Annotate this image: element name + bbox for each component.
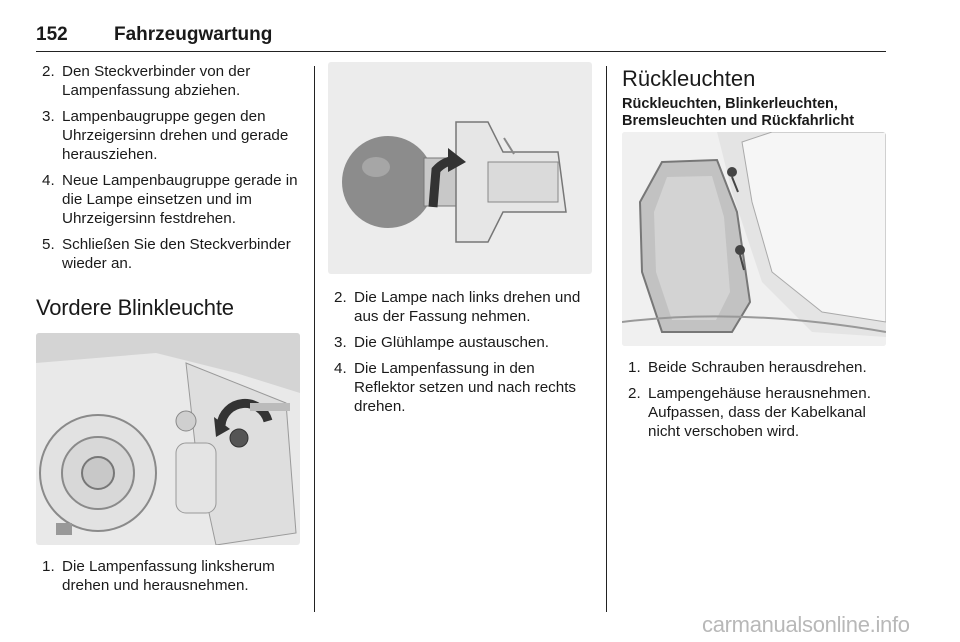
list-item bbox=[36, 235, 302, 273]
bulb-removal-illustration bbox=[328, 62, 592, 274]
step-text: Lampenbaugruppe gegen den Uhrzeigersinn drehen und gerade herausziehen. bbox=[62, 108, 289, 163]
rear-light-illustration bbox=[622, 132, 886, 346]
watermark: carmanualsonline.info bbox=[702, 612, 910, 637]
list-item bbox=[328, 333, 594, 352]
step-list bbox=[36, 557, 302, 595]
step-number: 2. bbox=[334, 289, 347, 306]
column-divider bbox=[606, 66, 607, 612]
list-item bbox=[328, 288, 594, 326]
list-item bbox=[328, 359, 594, 416]
step-number: 1. bbox=[42, 558, 55, 575]
step-text: Die Glühlampe austauschen. bbox=[354, 334, 550, 351]
step-text: Den Steckverbinder von der Lampenfassung abziehen. bbox=[62, 63, 251, 99]
step-text: Die Lampenfassung in den Reflektor setzen und nach rechts drehen. bbox=[354, 360, 577, 415]
step-list bbox=[328, 288, 594, 416]
column-middle bbox=[328, 62, 594, 423]
step-number: 2. bbox=[628, 385, 641, 402]
step-number: 2. bbox=[42, 63, 55, 80]
section-title-rear-lights: Rückleuchten bbox=[622, 66, 756, 91]
step-text: Neue Lampenbaugruppe gerade in die Lampe einsetzen und im Uhrzeigersinn festdrehen. bbox=[62, 172, 298, 227]
column-right bbox=[622, 62, 888, 448]
step-number: 4. bbox=[334, 360, 347, 377]
list-item bbox=[36, 107, 302, 164]
front-indicator-illustration bbox=[36, 333, 300, 545]
page-header bbox=[36, 22, 886, 52]
list-item bbox=[622, 358, 888, 377]
step-text: Die Lampenfassung linksherum drehen und herausnehmen. bbox=[62, 558, 275, 594]
step-number: 5. bbox=[42, 236, 55, 253]
list-item bbox=[36, 171, 302, 228]
step-number: 4. bbox=[42, 172, 55, 189]
step-text: Die Lampe nach links drehen und aus der Fassung nehmen. bbox=[354, 289, 581, 325]
step-number: 1. bbox=[628, 359, 641, 376]
column-divider bbox=[314, 66, 315, 612]
step-number: 3. bbox=[42, 108, 55, 125]
chapter-title: Fahrzeugwartung bbox=[114, 24, 273, 45]
step-list bbox=[622, 358, 888, 441]
step-text: Schließen Sie den Steckverbinder wieder an. bbox=[62, 236, 291, 272]
list-item bbox=[36, 62, 302, 100]
step-text: Beide Schrauben herausdrehen. bbox=[648, 359, 867, 376]
page-number: 152 bbox=[36, 24, 68, 45]
step-text: Lampengehäuse herausnehmen. Aufpassen, dass der Kabelkanal nicht verschoben wird. bbox=[648, 385, 871, 440]
section-title-front-indicator: Vordere Blinkleuchte bbox=[36, 295, 234, 320]
column-left bbox=[36, 62, 302, 602]
subheading: Rückleuchten, Blinkerleuchten, Bremsleuchten und Rückfahrlicht bbox=[622, 96, 855, 129]
step-number: 3. bbox=[334, 334, 347, 351]
list-item bbox=[622, 384, 888, 441]
step-list bbox=[36, 62, 302, 273]
list-item bbox=[36, 557, 302, 595]
